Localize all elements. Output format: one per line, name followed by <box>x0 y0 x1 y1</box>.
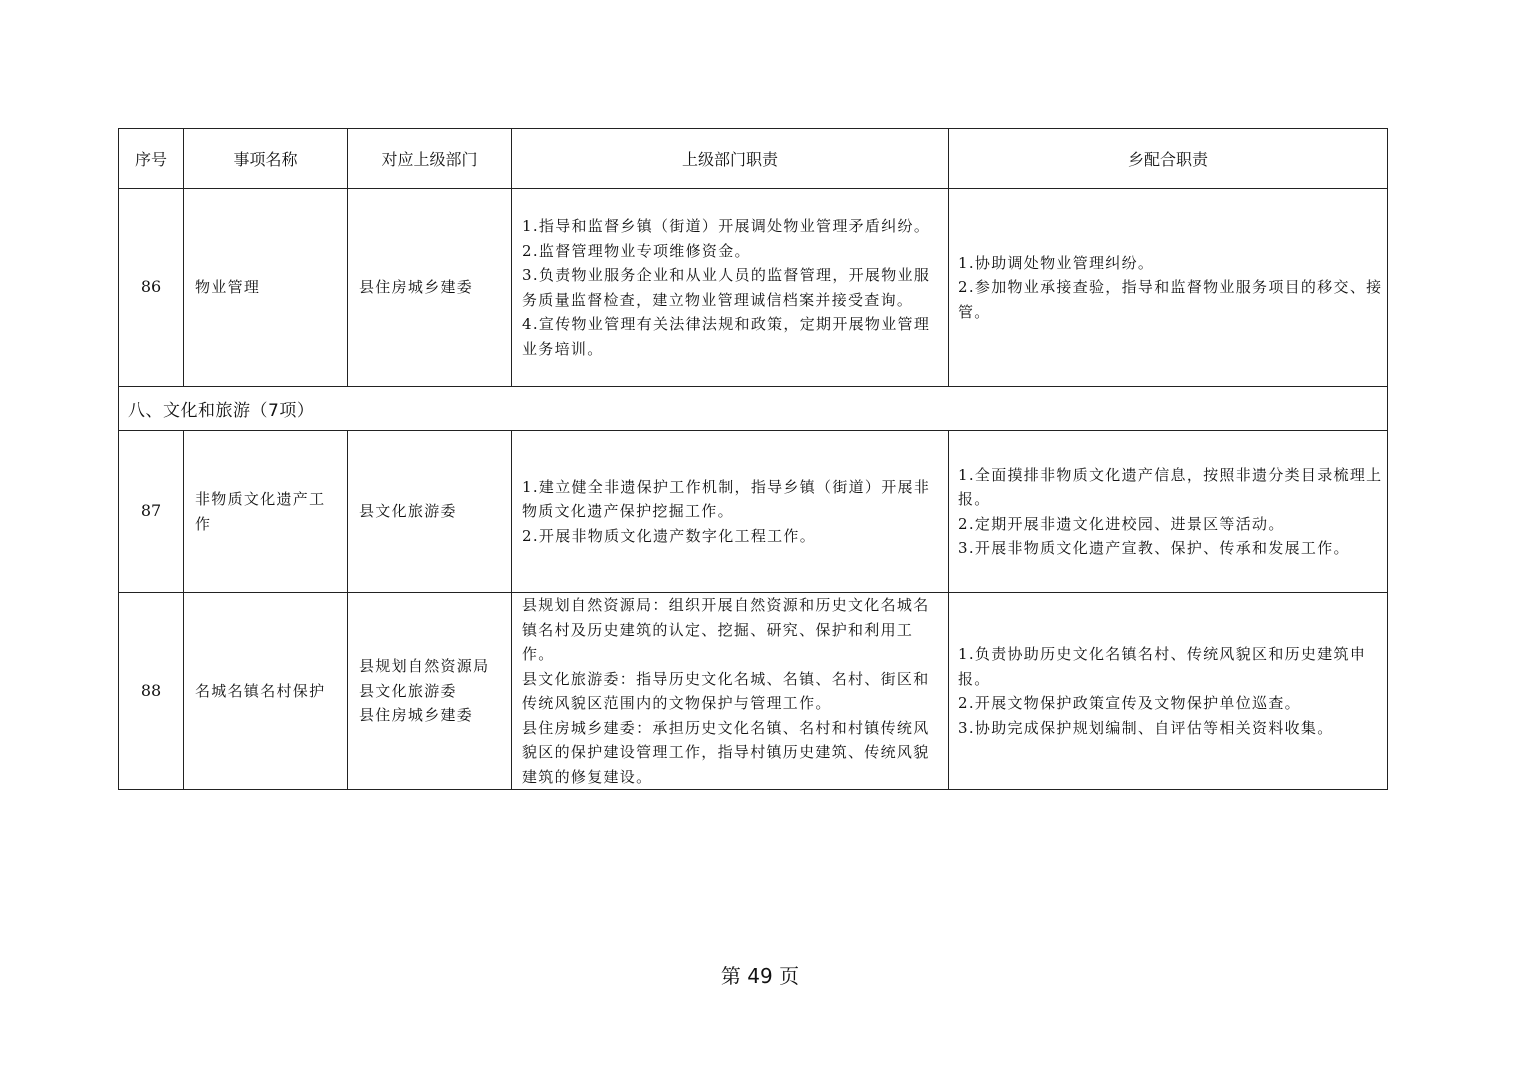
header-coop-duty: 乡配合职责 <box>949 129 1388 189</box>
dept-name <box>348 593 512 790</box>
dept-duty <box>512 189 949 387</box>
section-row <box>119 387 1388 431</box>
duty-line: 县文化旅游委：指导历史文化名城、名镇、名村、街区和传统风貌区范围内的文物保护与管理工作。 <box>522 669 930 712</box>
row-number: 88 <box>119 593 184 790</box>
duty-line: 县规划自然资源局：组织开展自然资源和历史文化名城名镇名村及历史建筑的认定、挖掘、研究、保护和利用工作。 <box>522 596 930 663</box>
duty-line: 2.开展非物质文化遗产数字化工程工作。 <box>522 526 817 545</box>
header-no: 序号 <box>119 129 184 189</box>
item-name-line: 物业管理 <box>195 278 261 297</box>
item-name-line: 名城名镇名村保护 <box>195 681 326 700</box>
item-name <box>184 431 348 593</box>
duty-line: 2.监督管理物业专项维修资金。 <box>522 241 751 260</box>
coop-duty <box>949 189 1388 387</box>
duty-table <box>118 128 1388 790</box>
duty-line: 3.负责物业服务企业和从业人员的监督管理，开展物业服务质量监督检查，建立物业管理诚信档案并接受查询。 <box>522 266 931 309</box>
coop-line: 2.开展文物保护政策宣传及文物保护单位巡查。 <box>958 694 1301 712</box>
duty-line: 1.建立健全非遗保护工作机制，指导乡镇（街道）开展非物质文化遗产保护挖掘工作。 <box>522 477 931 521</box>
item-name-line: 非物质文化遗产工作 <box>195 490 326 533</box>
row-number: 86 <box>119 189 184 387</box>
dept-line: 县文化旅游委 <box>359 681 457 700</box>
table-row <box>119 593 1388 790</box>
dept-name <box>348 431 512 593</box>
header-dept: 对应上级部门 <box>348 129 512 189</box>
dept-duty <box>512 431 949 593</box>
coop-line: 2.定期开展非遗文化进校园、进景区等活动。 <box>958 514 1285 533</box>
dept-name <box>348 189 512 387</box>
dept-line: 县文化旅游委 <box>359 502 457 521</box>
coop-line: 1.全面摸排非物质文化遗产信息，按照非遗分类目录梳理上报。 <box>958 465 1383 508</box>
table-header-row <box>119 129 1388 189</box>
dept-duty <box>512 593 949 790</box>
header-dept-duty: 上级部门职责 <box>512 129 949 189</box>
duty-line: 县住房城乡建委：承担历史文化名镇、名村和村镇传统风貌区的保护建设管理工作，指导村镇历史建筑、传统风貌建筑的修复建设。 <box>522 718 930 786</box>
dept-line: 县住房城乡建委 <box>359 278 474 297</box>
header-item-name: 事项名称 <box>184 129 348 189</box>
item-name <box>184 189 348 387</box>
duty-line: 1.指导和监督乡镇（街道）开展调处物业管理矛盾纠纷。 <box>522 217 931 235</box>
section-title: 八、文化和旅游（7项） <box>119 387 1388 431</box>
coop-line: 3.开展非物质文化遗产宣教、保护、传承和发展工作。 <box>958 539 1350 557</box>
dept-line: 县规划自然资源局 <box>359 657 490 676</box>
page-number: 第 49 页 <box>720 964 800 988</box>
duty-line: 4.宣传物业管理有关法律法规和政策，定期开展物业管理业务培训。 <box>522 315 931 358</box>
table-row <box>119 189 1388 387</box>
coop-line: 1.协助调处物业管理纠纷。 <box>958 253 1155 272</box>
item-name <box>184 593 348 790</box>
coop-line: 2.参加物业承接查验，指导和监督物业服务项目的移交、接管。 <box>958 278 1383 321</box>
coop-line: 3.协助完成保护规划编制、自评估等相关资料收集。 <box>958 718 1334 737</box>
coop-line: 1.负责协助历史文化名镇名村、传统风貌区和历史建筑申报。 <box>958 645 1367 688</box>
dept-line: 县住房城乡建委 <box>359 706 474 725</box>
coop-duty <box>949 593 1388 790</box>
coop-duty <box>949 431 1388 593</box>
table-row <box>119 431 1388 593</box>
row-number: 87 <box>119 431 184 593</box>
